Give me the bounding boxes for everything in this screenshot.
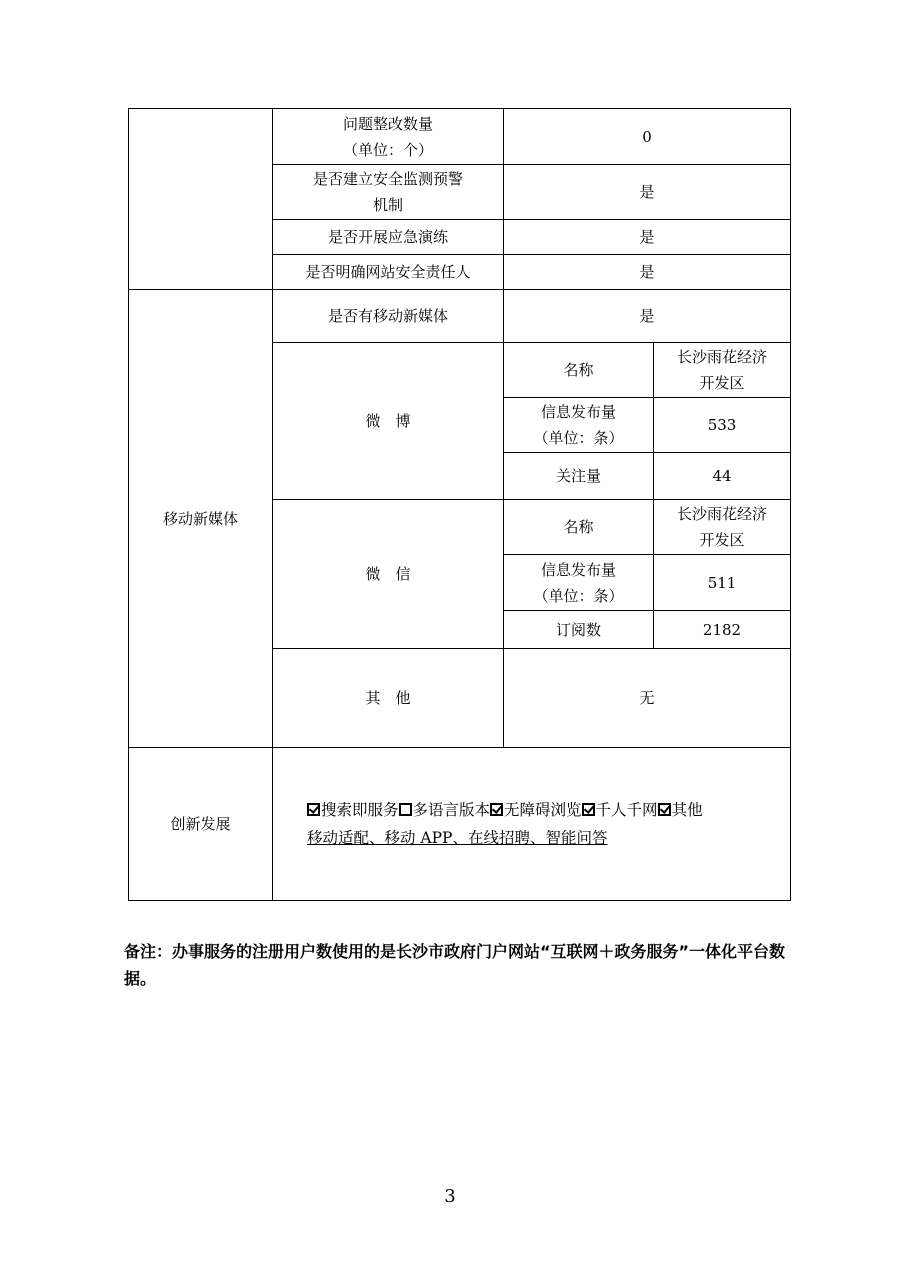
table-row xyxy=(129,290,791,343)
wechat-name-value: 长沙雨花经济 开发区 xyxy=(654,500,791,555)
footnote: 备注：办事服务的注册用户数使用的是长沙市政府门户网站“互联网＋政务服务”一体化平台数据。 xyxy=(124,942,786,988)
option-personalized: 千人千网 xyxy=(582,801,658,819)
innovation-options-cell xyxy=(273,748,791,901)
page-number: 3 xyxy=(444,1186,456,1207)
weibo-name-label: 名称 xyxy=(504,343,654,398)
weibo-posts-value: 533 xyxy=(654,398,791,453)
table-row xyxy=(129,748,791,901)
option-multi-language: 多语言版本 xyxy=(399,801,491,819)
rectification-count-label: 问题整改数量 （单位：个） xyxy=(273,109,504,165)
has-mobile-media-value: 是 xyxy=(504,290,791,343)
report-table xyxy=(128,108,791,901)
has-mobile-media-label: 是否有移动新媒体 xyxy=(273,290,504,343)
innovation-section-label: 创新发展 xyxy=(129,748,273,901)
rectification-count-value: 0 xyxy=(504,109,791,165)
checkbox-unchecked-icon xyxy=(399,803,412,816)
monitoring-mechanism-label: 是否建立安全监测预警 机制 xyxy=(273,165,504,220)
security-section-cell xyxy=(129,109,273,290)
checkbox-checked-icon xyxy=(307,803,320,816)
security-owner-value: 是 xyxy=(504,255,791,290)
monitoring-mechanism-value: 是 xyxy=(504,165,791,220)
mobile-media-section-label: 移动新媒体 xyxy=(129,290,273,748)
checkbox-checked-icon xyxy=(490,803,503,816)
wechat-label: 微 信 xyxy=(273,500,504,649)
checkbox-checked-icon xyxy=(582,803,595,816)
weibo-name-value: 长沙雨花经济 开发区 xyxy=(654,343,791,398)
wechat-subs-label: 订阅数 xyxy=(504,611,654,649)
checkbox-checked-icon xyxy=(658,803,671,816)
option-accessibility: 无障碍浏览 xyxy=(490,801,582,819)
option-search-service: 搜索即服务 xyxy=(307,801,399,819)
innovation-other-text: 移动适配、移动 APP、在线招聘、智能问答 xyxy=(307,829,608,847)
weibo-posts-label: 信息发布量 （单位：条） xyxy=(504,398,654,453)
weibo-follow-label: 关注量 xyxy=(504,453,654,500)
wechat-subs-value: 2182 xyxy=(654,611,791,649)
emergency-drill-value: 是 xyxy=(504,220,791,255)
security-owner-label: 是否明确网站安全责任人 xyxy=(273,255,504,290)
option-other: 其他 xyxy=(658,801,703,819)
wechat-posts-value: 511 xyxy=(654,555,791,611)
wechat-name-label: 名称 xyxy=(504,500,654,555)
other-media-value: 无 xyxy=(504,649,791,748)
emergency-drill-label: 是否开展应急演练 xyxy=(273,220,504,255)
innovation-checkbox-list xyxy=(307,796,784,824)
weibo-label: 微 博 xyxy=(273,343,504,500)
other-media-label: 其 他 xyxy=(273,649,504,748)
wechat-posts-label: 信息发布量 （单位：条） xyxy=(504,555,654,611)
weibo-follow-value: 44 xyxy=(654,453,791,500)
table-row xyxy=(129,109,791,165)
